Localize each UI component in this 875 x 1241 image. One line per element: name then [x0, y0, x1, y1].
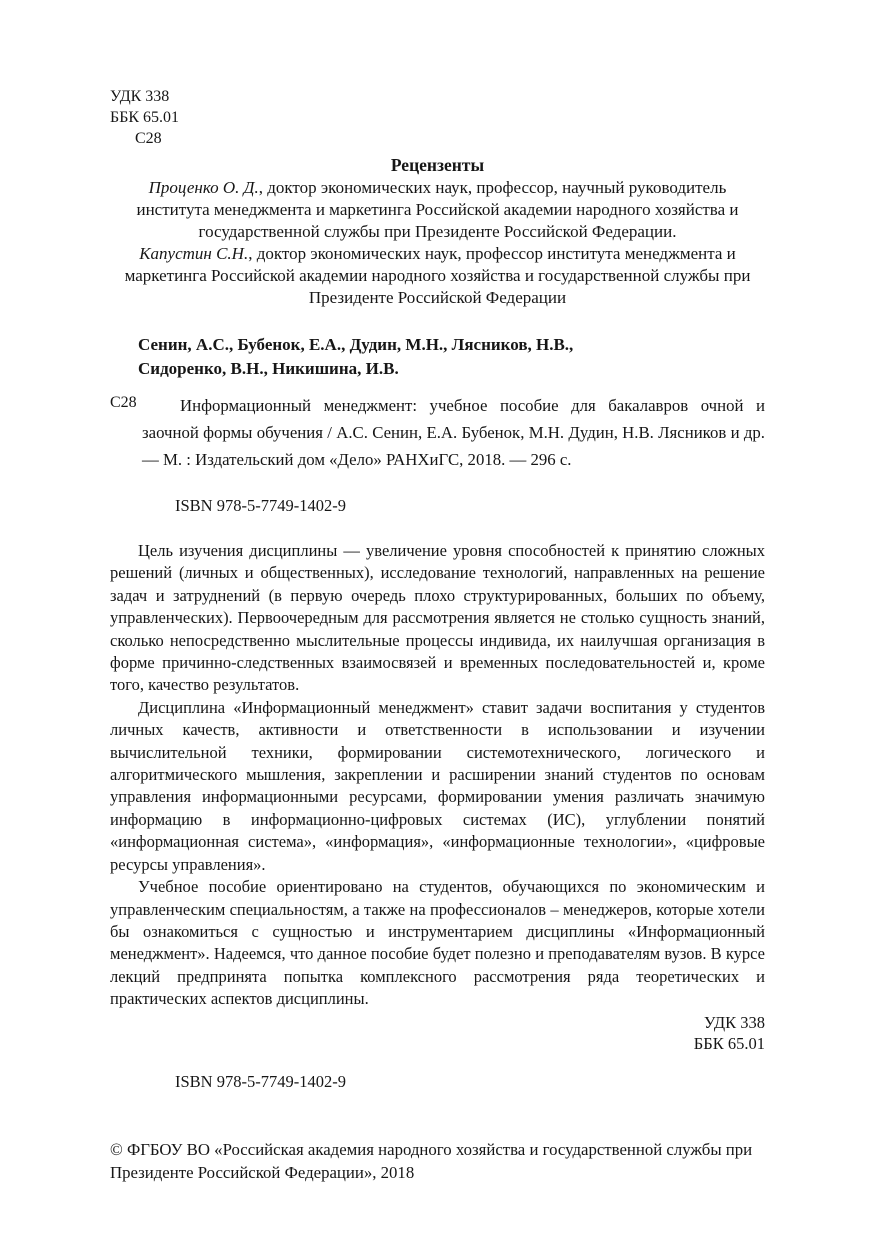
annotation-paragraph: Дисциплина «Информационный менеджмент» ставит задачи воспитания у студентов личных качеств, активности и ответственности в использовании и изучении вычислительной техники, формировании системотехнического, логического и алгоритмического мышления, закреплении и расширении знаний студентов по основам управления информационными ресурсами, формировании умения различать значимую информацию в информационно-цифровых системах (ИС), углублении понятий «информационная система», «информация», «информационные технологии», «цифровые ресурсы управления». [110, 697, 765, 874]
reviewers-section [110, 154, 765, 309]
reviewer-description: , доктор экономических наук, профессор, научный руководитель института менеджмента и маркетинга Российской академии народного хозяйства и государственной службы при Президенте Российской Федерации. [136, 178, 739, 241]
copyright-notice: © ФГБОУ ВО «Российская академия народного хозяйства и государственной службы при Президенте Российской Федерации», 2018 [110, 1139, 753, 1182]
bbk-code-top: ББК 65.01 [110, 109, 180, 126]
annotation-section [110, 540, 765, 1011]
reviewer-name: Проценко О. Д. [148, 178, 259, 197]
annotation-paragraph: Учебное пособие ориентировано на студентов, обучающихся по экономическим и управленческим специальностям, а также на профессионалов – менеджеров, которые хотели бы ознакомиться с сущностью и инструментарием дисциплины «Информационный менеджмент». Надеемся, что данное пособие будет полезно и преподавателям вузов. В курсе лекций предпринята попытка комплексного рассмотрения ряда теоретических и практических аспектов дисциплины. [110, 877, 765, 1009]
catalog-codes-bottom [110, 1012, 765, 1054]
isbn-top: ISBN 978-5-7749-1402-9 [175, 496, 346, 515]
bibliographic-entry [110, 392, 765, 473]
reviewer-entry [110, 177, 765, 243]
annotation-paragraph: Цель изучения дисциплины — увеличение уровня способностей к принятию сложных решений (личных и общественных), исследование технологий, направленных на решение задач и затруднений (в первую очередь плохо структурированных, больших по объему, управленческих). Первоочередным для рассмотрения является не столько сущность знаний, сколько непосредственно мыслительные процессы индивида, их наилучшая организация в форме причинно-следственных взаимосвязей и временных последовательностей и, кроме того, качество результатов. [110, 541, 765, 695]
bbk-code-bottom: ББК 65.01 [693, 1033, 765, 1053]
reviewer-name: Капустин С.Н. [139, 244, 249, 263]
udk-code-bottom: УДК 338 [703, 1012, 765, 1032]
isbn-bottom: ISBN 978-5-7749-1402-9 [175, 1071, 346, 1091]
catalog-letter-code-entry: С28 [110, 394, 137, 411]
reviewer-description: , доктор экономических наук, профессор института менеджмента и маркетинга Российской академии народного хозяйства и государственной службы при Президенте Российской Федерации [124, 244, 751, 307]
authors-line: Сенин, А.С., Бубенок, Е.А., Дудин, М.Н., Лясников, Н.В., Сидоренко, В.Н., Никишина, И.В. [138, 335, 574, 378]
reviewer-entry [110, 243, 765, 309]
catalog-letter-code-top: С28 [135, 130, 162, 147]
reviewers-heading: Рецензенты [390, 155, 485, 175]
udk-code-top: УДК 338 [110, 88, 170, 105]
catalog-entry-section [110, 333, 765, 516]
bibliographic-description: Информационный менеджмент: учебное пособие для бакалавров очной и заочной формы обучения / А.С. Сенин, Е.А. Бубенок, М.Н. Дудин, Н.В. Лясников и др. — М. : Издательский дом «Дело» РАНХиГС, 2018. — 296 с. [142, 396, 765, 469]
catalog-codes-top [110, 86, 765, 149]
